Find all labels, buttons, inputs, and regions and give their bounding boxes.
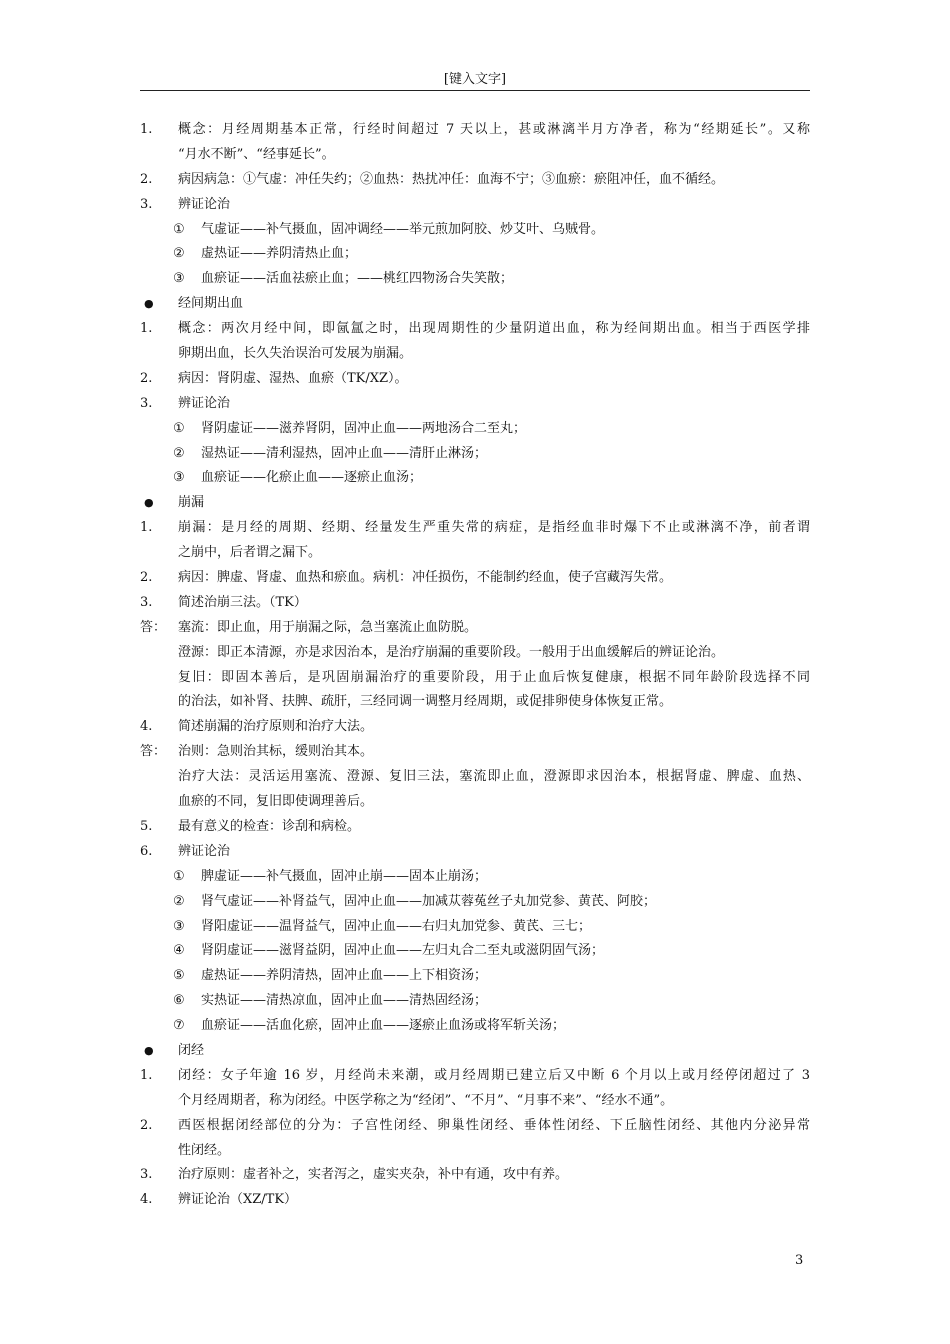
line-text: 闭经 <box>178 1042 205 1058</box>
line-text: 虚热证——养阴清热，固冲止血——上下相资汤； <box>201 968 488 984</box>
text-line <box>140 815 810 840</box>
list-number: 2. <box>140 370 153 386</box>
text-line <box>140 1163 810 1188</box>
sub-item-marker: ③ <box>173 271 185 287</box>
list-number: 1. <box>140 1067 153 1083</box>
line-text: 血瘀证——活血祛瘀止血；——桃红四物汤合失笑散； <box>201 271 514 287</box>
text-line <box>140 466 810 491</box>
line-text: 复旧：即固本善后，是巩固崩漏治疗的重要阶段，用于止血后恢复健康，根据不同年龄阶段选择不同 <box>178 669 810 685</box>
list-number: 1. <box>140 520 153 536</box>
line-text: 湿热证——清利湿热，固冲止血——清肝止淋汤； <box>201 445 488 461</box>
sub-item-marker: ② <box>173 445 185 461</box>
line-text: 治疗大法：灵活运用塞流、澄源、复旧三法，塞流即止血，澄源即求因治本，根据肾虚、脾虚、血热、 <box>178 769 810 785</box>
text-line <box>140 666 810 691</box>
sub-item-marker: ⑦ <box>173 1018 185 1034</box>
text-line <box>140 342 810 367</box>
text-line <box>140 1188 810 1213</box>
line-text: 肾阴虚证——滋养肾阴，固冲止血——两地汤合二至丸； <box>201 420 527 436</box>
line-text: 血瘀证——活血化瘀，固冲止血——逐瘀止血汤或将军斩关汤； <box>201 1018 566 1034</box>
line-text: 的治法，如补肾、扶脾、疏肝，三经同调一调整月经周期，或促排卵使身体恢复正常。 <box>178 694 673 710</box>
section-heading <box>140 491 810 516</box>
line-text: 卵期出血，长久失治误治可发展为崩漏。 <box>178 346 413 362</box>
bullet-marker: ● <box>144 1043 154 1057</box>
line-text: 崩漏：是月经的周期、经期、经量发生严重失常的病症，是指经血非时爆下不止或淋漓不净，前者谓 <box>178 520 810 536</box>
text-line <box>140 890 810 915</box>
text-line <box>140 392 810 417</box>
text-line <box>140 218 810 243</box>
text-line <box>140 989 810 1014</box>
text-line <box>140 765 810 790</box>
answer-marker: 答： <box>140 619 167 635</box>
sub-item-marker: ④ <box>173 943 185 959</box>
section-heading <box>140 1039 810 1064</box>
text-line <box>140 939 810 964</box>
line-text: 辨证论治 <box>178 843 231 859</box>
text-line <box>140 1089 810 1114</box>
line-text: 病因：肾阴虚、湿热、血瘀（TK/XZ）。 <box>178 370 408 386</box>
text-line <box>140 964 810 989</box>
text-line <box>140 566 810 591</box>
text-line <box>140 541 810 566</box>
line-text: 病因：脾虚、肾虚、血热和瘀血。病机：冲任损伤，不能制约经血，使子宫藏泻失常。 <box>178 570 673 586</box>
list-number: 3. <box>140 196 153 212</box>
section-heading <box>140 292 810 317</box>
sub-item-marker: ① <box>173 420 185 436</box>
text-line <box>140 790 810 815</box>
sub-item-marker: ② <box>173 893 185 909</box>
line-text: 虚热证——养阴清热止血； <box>201 246 358 262</box>
sub-item-marker: ③ <box>173 470 185 486</box>
text-line <box>140 367 810 392</box>
text-line <box>140 417 810 442</box>
text-line <box>140 193 810 218</box>
list-number: 4. <box>140 1192 153 1208</box>
bullet-marker: ● <box>144 496 154 510</box>
header-rule <box>140 90 810 91</box>
answer-marker: 答： <box>140 744 167 760</box>
line-text: 个月经周期者，称为闭经。中医学称之为“经闭”、“不月”、“月事不来”、“经水不通”。 <box>178 1092 674 1108</box>
text-line <box>140 690 810 715</box>
text-line <box>140 715 810 740</box>
line-text: 之崩中，后者谓之漏下。 <box>178 545 322 561</box>
line-text: 血瘀的不同，复旧即使调理善后。 <box>178 794 374 810</box>
text-line <box>140 143 810 168</box>
sub-item-marker: ① <box>173 868 185 884</box>
line-text: 肾气虚证——补肾益气，固冲止血——加减苁蓉菟丝子丸加党参、黄芪、阿胶； <box>201 893 657 909</box>
line-text: 辨证论治 <box>178 196 231 212</box>
document-body <box>140 118 810 1213</box>
bullet-marker: ● <box>144 297 154 311</box>
text-line <box>140 168 810 193</box>
list-number: 2. <box>140 1117 153 1133</box>
text-line <box>140 267 810 292</box>
text-line <box>140 1114 810 1139</box>
line-text: 血瘀证——化瘀止血——逐瘀止血汤； <box>201 470 423 486</box>
line-text: 经间期出血 <box>178 296 244 312</box>
line-text: 闭经：女子年逾 16 岁，月经尚未来潮，或月经周期已建立后又中断 6 个月以上或月经停闭超过了 3 <box>178 1067 810 1083</box>
line-text: 辨证论治（XZ/TK） <box>178 1192 298 1208</box>
line-text: 实热证——清热凉血，固冲止血——清热固经汤； <box>201 993 488 1009</box>
line-text: “月水不断”、“经事延长”。 <box>178 146 335 162</box>
line-text: 最有意义的检查：诊刮和病检。 <box>178 818 361 834</box>
text-line <box>140 118 810 143</box>
page-number: 3 <box>795 1253 804 1268</box>
sub-item-marker: ③ <box>173 918 185 934</box>
line-text: 塞流：即止血，用于崩漏之际，急当塞流止血防脱。 <box>178 619 478 635</box>
list-number: 2. <box>140 570 153 586</box>
text-line <box>140 442 810 467</box>
line-text: 治疗原则：虚者补之，实者泻之，虚实夹杂，补中有通，攻中有养。 <box>178 1167 569 1183</box>
line-text: 肾阴虚证——滋肾益阴，固冲止血——左归丸合二至丸或滋阴固气汤； <box>201 943 605 959</box>
line-text: 简述崩漏的治疗原则和治疗大法。 <box>178 719 374 735</box>
list-number: 1. <box>140 122 153 137</box>
text-line <box>140 1139 810 1164</box>
list-number: 5. <box>140 818 153 834</box>
sub-item-marker: ⑤ <box>173 968 185 984</box>
list-number: 1. <box>140 321 153 337</box>
text-line <box>140 317 810 342</box>
line-text: 辨证论治 <box>178 395 231 411</box>
text-line <box>140 616 810 641</box>
page-header: [键入文字] <box>443 72 507 87</box>
text-line <box>140 641 810 666</box>
line-text: 气虚证——补气摄血，固冲调经——举元煎加阿胶、炒艾叶、乌贼骨。 <box>201 221 605 237</box>
line-text: 病因病急：①气虚：冲任失约；②血热：热扰冲任：血海不宁；③血瘀：瘀阻冲任，血不循经。 <box>178 171 725 187</box>
line-text: 性闭经。 <box>178 1142 231 1158</box>
line-text: 澄源：即正本清源，亦是求因治本，是治疗崩漏的重要阶段。一般用于出血缓解后的辨证论治。 <box>178 644 725 660</box>
line-text: 概念：月经周期基本正常，行经时间超过 7 天以上，甚或淋漓半月方净者，称为“经期延长”。又称 <box>178 122 810 137</box>
line-text: 治则：急则治其标，缓则治其本。 <box>178 744 374 760</box>
sub-item-marker: ⑥ <box>173 993 185 1009</box>
text-line <box>140 1064 810 1089</box>
list-number: 3. <box>140 594 153 610</box>
sub-item-marker: ② <box>173 246 185 262</box>
line-text: 肾阳虚证——温肾益气，固冲止血——右归丸加党参、黄芪、三七； <box>201 918 592 934</box>
line-text: 脾虚证——补气摄血，固冲止崩——固本止崩汤； <box>201 868 488 884</box>
line-text: 崩漏 <box>178 495 205 511</box>
list-number: 3. <box>140 1167 153 1183</box>
text-line <box>140 242 810 267</box>
list-number: 6. <box>140 843 153 859</box>
line-text: 西医根据闭经部位的分为：子宫性闭经、卵巢性闭经、垂体性闭经、下丘脑性闭经、其他内分泌异常 <box>178 1117 810 1133</box>
text-line <box>140 740 810 765</box>
text-line <box>140 516 810 541</box>
list-number: 4. <box>140 719 153 735</box>
text-line <box>140 591 810 616</box>
text-line <box>140 865 810 890</box>
list-number: 2. <box>140 171 153 187</box>
text-line <box>140 1014 810 1039</box>
sub-item-marker: ① <box>173 221 185 237</box>
text-line <box>140 840 810 865</box>
line-text: 概念：两次月经中间，即氤氲之时，出现周期性的少量阴道出血，称为经间期出血。相当于西医学排 <box>178 321 810 337</box>
line-text: 简述治崩三法。（TK） <box>178 594 307 610</box>
text-line <box>140 915 810 940</box>
list-number: 3. <box>140 395 153 411</box>
